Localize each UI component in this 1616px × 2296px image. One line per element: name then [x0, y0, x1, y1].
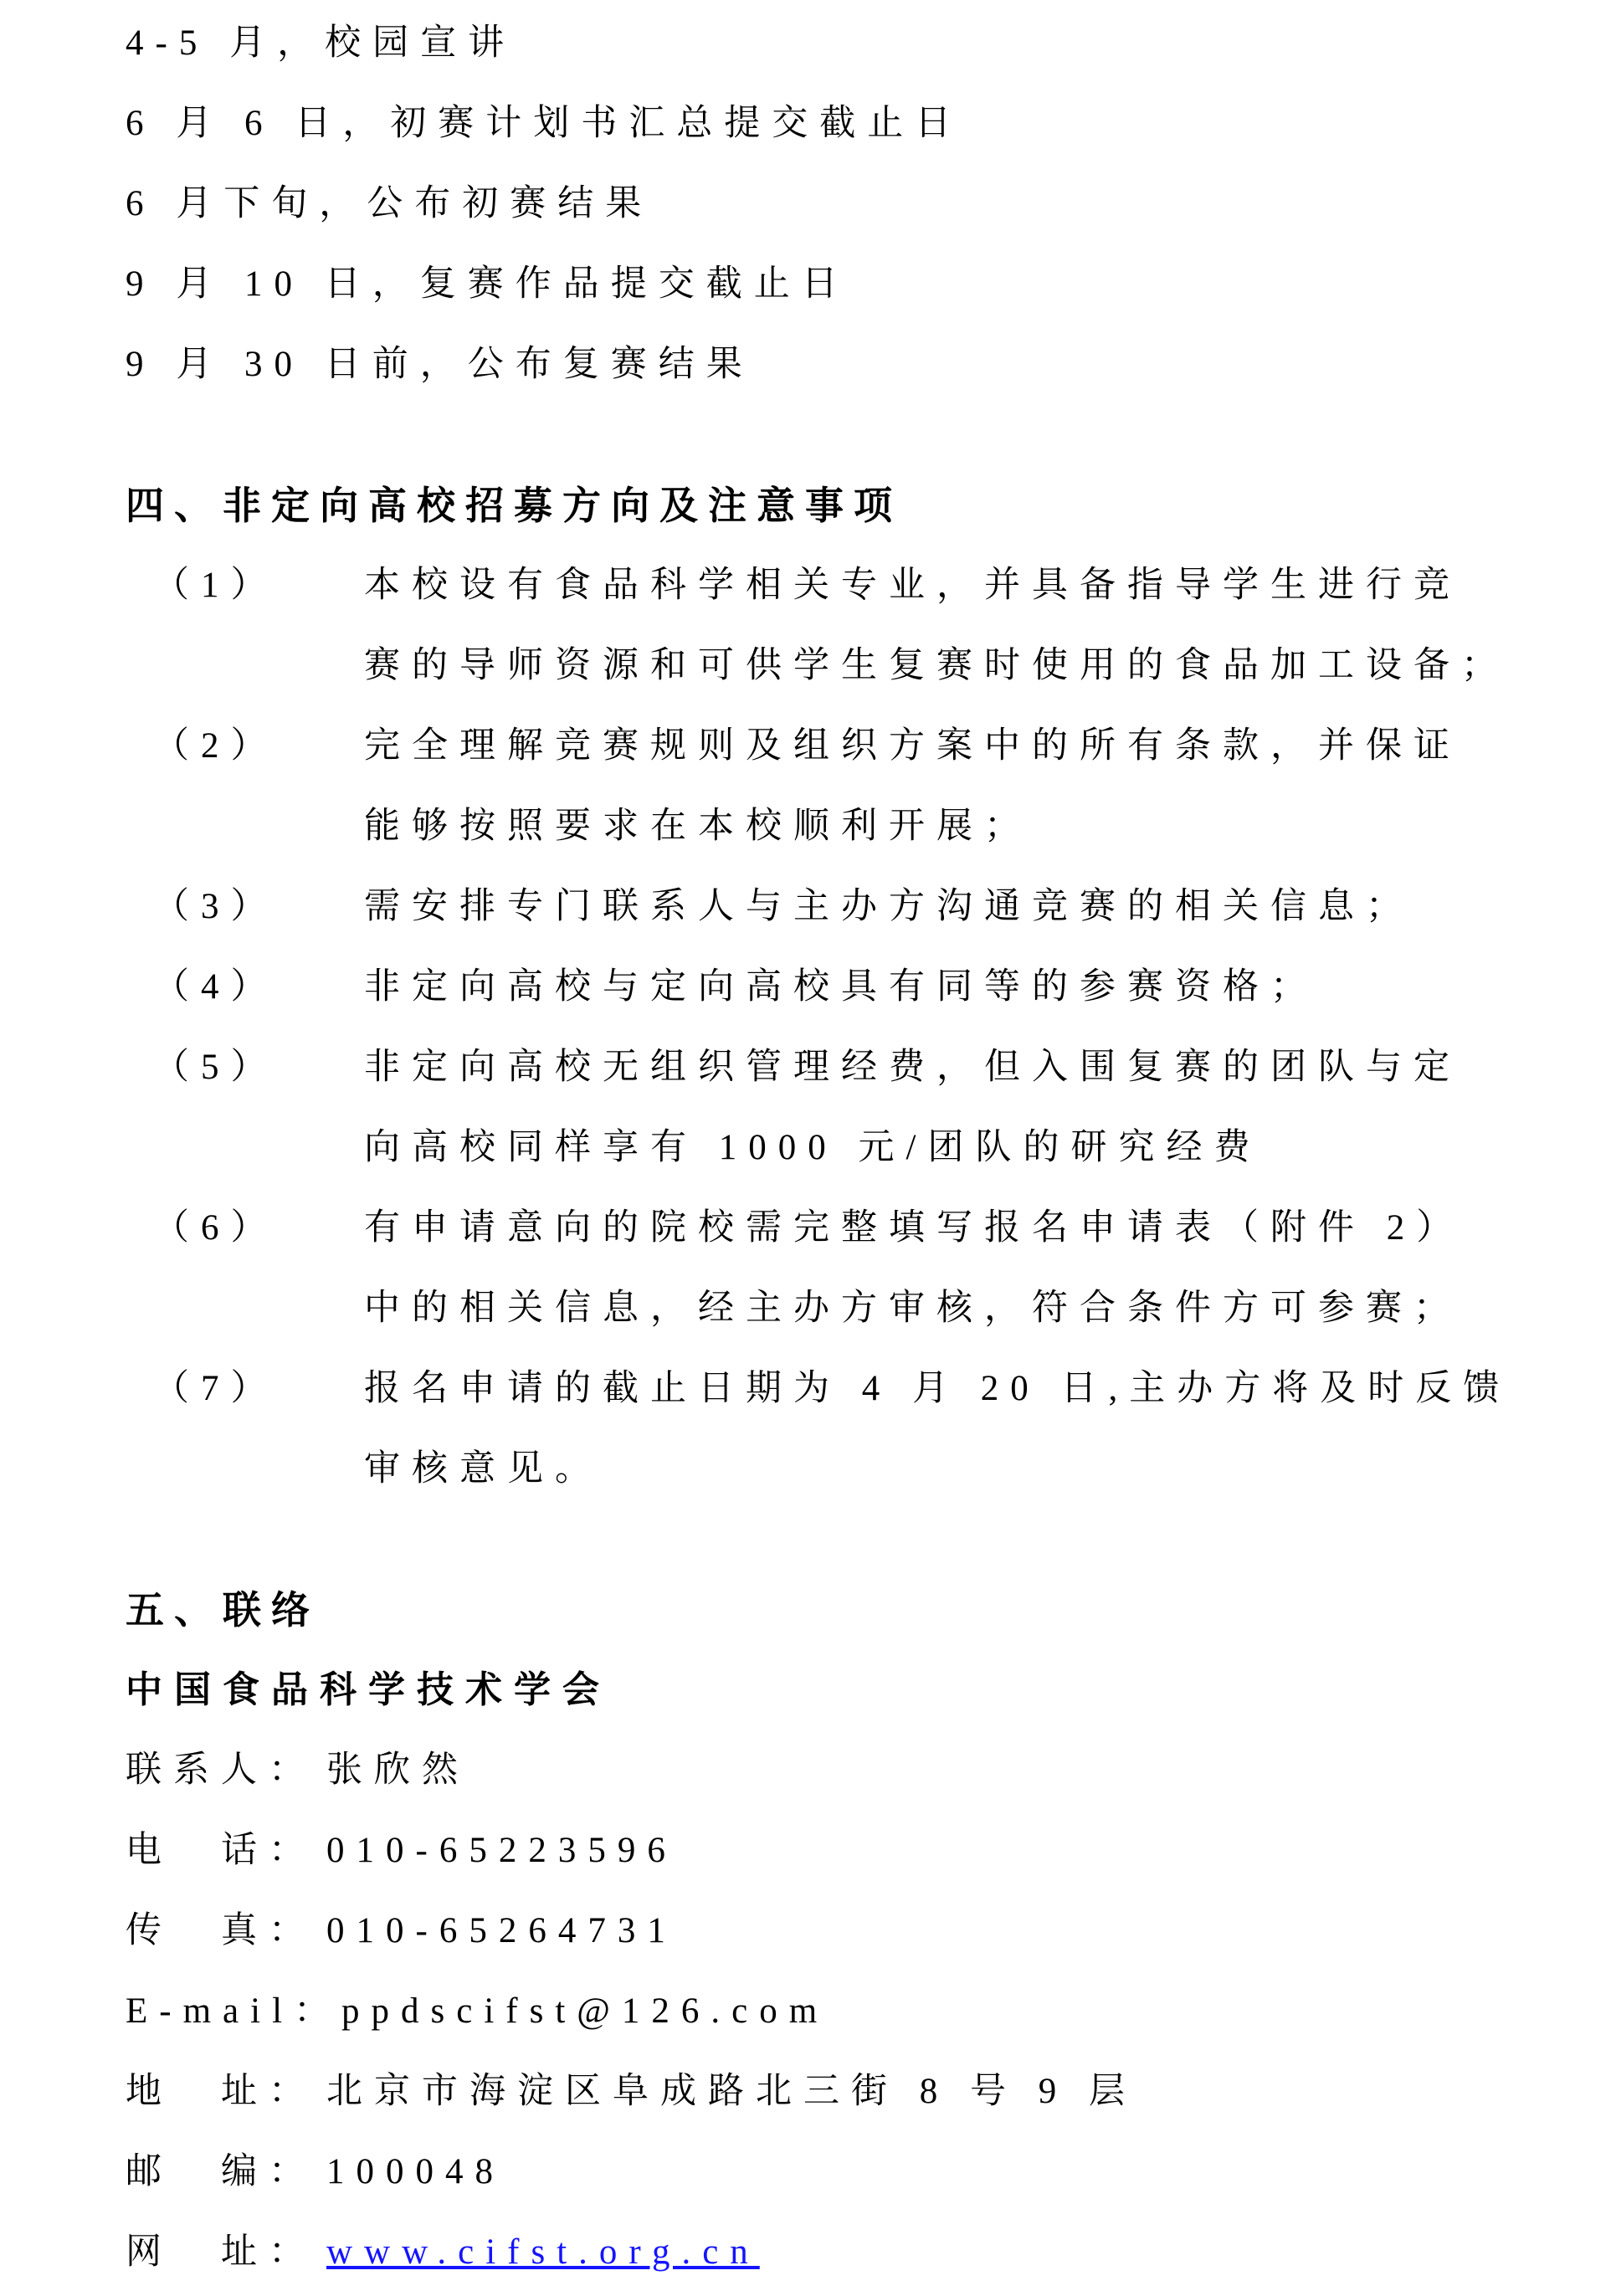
website-link[interactable]: www.cifst.org.cn	[326, 2232, 760, 2272]
timeline-line: 9 月 10 日，复赛作品提交截止日	[126, 264, 849, 304]
contact-value: 张欣然	[326, 1750, 469, 1790]
list-item	[126, 947, 1616, 1028]
timeline-line: 4-5 月，校园宣讲	[126, 23, 516, 63]
list-item	[126, 1188, 1616, 1349]
section4-heading: 四、非定向高校招募方向及注意事项	[126, 484, 902, 527]
list-item-line: 本校设有食品科学相关专业，并具备指导学生进行竞	[364, 566, 1461, 605]
list-item-text	[364, 947, 1616, 1028]
list-item-line: 报名申请的截止日期为 4 月 20 日,主办方将及时反馈	[364, 1369, 1511, 1408]
list-item-line: 审核意见。	[364, 1449, 603, 1489]
list-item-text	[364, 546, 1616, 706]
contact-value: ppdscifst@126.com	[341, 1991, 829, 2031]
list-item-line: 能够按照要求在本校顺利开展；	[364, 807, 1032, 846]
contact-label: 地 址：	[126, 2072, 316, 2111]
list-item-line: 非定向高校与定向高校具有同等的参赛资格；	[364, 967, 1318, 1007]
contact-value: 010-65264731	[326, 1911, 677, 1950]
list-item-line: 向高校同样享有 1000 元/团队的研究经费	[364, 1128, 1262, 1167]
blank-line	[126, 1509, 1616, 1570]
timeline-line: 9 月 30 日前，公布复赛结果	[126, 345, 754, 384]
list-item	[126, 1028, 1616, 1188]
list-item-number: （1）	[153, 566, 279, 605]
list-item-number: （4）	[153, 967, 279, 1007]
list-item-number: （2）	[153, 726, 279, 766]
list-item	[126, 867, 1616, 947]
contact-label: 联系人：	[126, 1750, 316, 1790]
timeline-line: 6 月 6 日，初赛计划书汇总提交截止日	[126, 104, 963, 143]
list-item	[126, 546, 1616, 706]
list-item	[126, 1349, 1616, 1509]
list-item-number: （6）	[153, 1208, 279, 1248]
list-item	[126, 706, 1616, 867]
contact-value: 100048	[326, 2152, 505, 2191]
list-item-text	[364, 1028, 1616, 1188]
timeline-line: 6 月下旬，公布初赛结果	[126, 184, 654, 223]
contact-value: 北京市海淀区阜成路北三街 8 号 9 层	[326, 2072, 1136, 2111]
organization-name: 中国食品科学技术学会	[126, 1669, 611, 1710]
contact-label: E-mail：	[126, 1991, 342, 2031]
list-item-line: 中的相关信息，经主办方审核，符合条件方可参赛；	[364, 1289, 1461, 1328]
contact-row-email	[126, 1971, 1616, 2052]
list-item-line: 完全理解竞赛规则及组织方案中的所有条款，并保证	[364, 726, 1461, 766]
contact-row-postcode	[126, 2132, 1616, 2212]
contact-row-address	[126, 2052, 1616, 2132]
list-item-number: （3）	[153, 887, 279, 926]
contact-label: 网 址：	[126, 2232, 316, 2272]
list-item-line: 赛的导师资源和可供学生复赛时使用的食品加工设备；	[364, 646, 1509, 685]
blank-line	[126, 405, 1616, 465]
list-item-text	[364, 706, 1616, 867]
contact-row-phone	[126, 1811, 1616, 1891]
contact-row-website	[126, 2212, 1616, 2293]
list-item-line: 非定向高校无组织管理经费，但入围复赛的团队与定	[364, 1048, 1461, 1087]
contact-row-person	[126, 1730, 1616, 1811]
section5-heading: 五、联络	[126, 1588, 320, 1632]
contact-value: 010-65223596	[326, 1831, 677, 1870]
list-item-text	[364, 1188, 1616, 1349]
contact-row-fax	[126, 1891, 1616, 1971]
list-item-number: （5）	[153, 1048, 279, 1087]
list-item-line: 需安排专门联系人与主办方沟通竞赛的相关信息；	[364, 887, 1413, 926]
list-item-text	[364, 1349, 1616, 1509]
list-item-number: （7）	[153, 1369, 279, 1408]
list-item-text	[364, 867, 1616, 947]
contact-label: 电 话：	[126, 1831, 316, 1870]
contact-label: 邮 编：	[126, 2152, 316, 2191]
list-item-line: 有申请意向的院校需完整填写报名申请表（附件 2）	[364, 1208, 1465, 1248]
contact-label: 传 真：	[126, 1911, 316, 1950]
